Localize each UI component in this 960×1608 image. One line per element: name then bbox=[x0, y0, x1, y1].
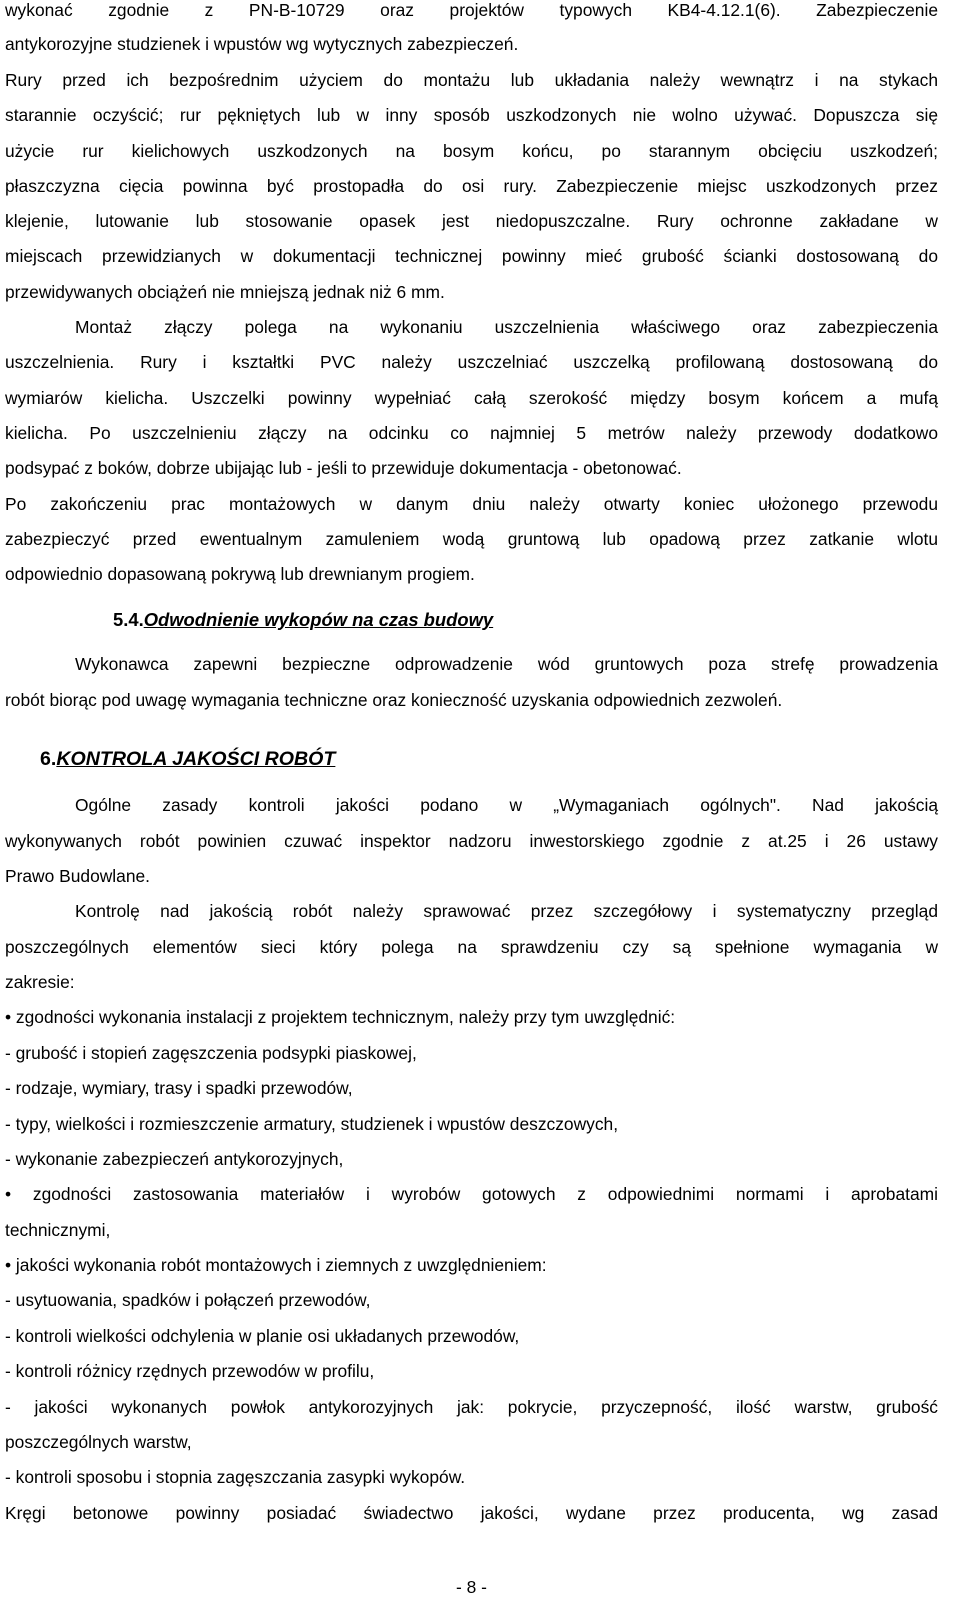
text-line: poszczególnych elementów sieci który polega na sprawdzeniu czy są spełnione wymagania w bbox=[5, 937, 938, 957]
text-line: - jakości wykonanych powłok antykorozyjnych jak: pokrycie, przyczepność, ilość warstw, grubość bbox=[5, 1397, 938, 1417]
text-line: Rury przed ich bezpośrednim użyciem do montażu lub układania należy wewnątrz i na stykach bbox=[5, 70, 938, 90]
text-line: kielicha. Po uszczelnieniu złączy na odcinku co najmniej 5 metrów należy przewody dodatkowo bbox=[5, 423, 938, 443]
text-line: użycie rur kielichowych uszkodzonych na bosym końcu, po starannym obcięciu uszkodzeń; bbox=[5, 141, 938, 161]
text-line: zakresie: bbox=[5, 972, 75, 992]
text-line: - grubość i stopień zagęszczenia podsypki piaskowej, bbox=[5, 1043, 417, 1063]
text-line: - wykonanie zabezpieczeń antykorozyjnych, bbox=[5, 1149, 344, 1169]
text-line: - kontroli różnicy rzędnych przewodów w profilu, bbox=[5, 1361, 375, 1381]
text-line: płaszczyzna cięcia powinna być prostopadła do osi rury. Zabezpieczenie miejsc uszkodzonych przez bbox=[5, 176, 938, 196]
text-line: Po zakończeniu prac montażowych w danym dniu należy otwarty koniec ułożonego przewodu bbox=[5, 494, 938, 514]
text-line: technicznymi, bbox=[5, 1220, 111, 1240]
text-line: • zgodności zastosowania materiałów i wyrobów gotowych z odpowiednimi normami i aprobatami bbox=[5, 1184, 938, 1204]
text-line: miejscach przewidzianych w dokumentacji technicznej powinny mieć grubość ścianki dostosowaną do bbox=[5, 246, 938, 266]
text-line: Montaż złączy polega na wykonaniu uszczelnienia właściwego oraz zabezpieczenia bbox=[75, 317, 938, 337]
text-line: - kontroli sposobu i stopnia zagęszczania zasypki wykopów. bbox=[5, 1467, 466, 1487]
text-line: przewidywanych obciążeń nie mniejszą jednak niż 6 mm. bbox=[5, 282, 445, 302]
text-line: - usytuowania, spadków i połączeń przewodów, bbox=[5, 1290, 371, 1310]
text-line: • jakości wykonania robót montażowych i ziemnych z uwzględnieniem: bbox=[5, 1255, 547, 1275]
text-line: Kontrolę nad jakością robót należy sprawować przez szczegółowy i systematyczny przegląd bbox=[75, 901, 938, 921]
text-line: starannie oczyścić; rur pękniętych lub w inny sposób uszkodzonych nie wolno używać. Dopuszcza się bbox=[5, 105, 938, 125]
text-line: klejenie, lutowanie lub stosowanie opasek jest niedopuszczalne. Rury ochronne zakładane w bbox=[5, 211, 938, 231]
page-number: - 8 - bbox=[456, 1577, 487, 1597]
text-line: Kręgi betonowe powinny posiadać świadectwo jakości, wydane przez producenta, wg zasad bbox=[5, 1503, 938, 1523]
text-line: - kontroli wielkości odchylenia w planie osi układanych przewodów, bbox=[5, 1326, 520, 1346]
section-title: Odwodnienie wykopów na czas budowy bbox=[143, 609, 494, 630]
text-line: antykorozyjne studzienek i wpustów wg wytycznych zabezpieczeń. bbox=[5, 34, 519, 54]
text-line: - rodzaje, wymiary, trasy i spadki przewodów, bbox=[5, 1078, 353, 1098]
text-line: robót biorąc pod uwagę wymagania techniczne oraz konieczność uzyskania odpowiednich zezwoleń. bbox=[5, 690, 783, 710]
text-line: wymiarów kielicha. Uszczelki powinny wypełniać całą szerokość między bosym końcem a mufą bbox=[5, 388, 938, 408]
section-title: KONTROLA JAKOŚCI ROBÓT bbox=[56, 748, 336, 770]
text-line: Ogólne zasady kontroli jakości podano w „Wymaganiach ogólnych". Nad jakością bbox=[75, 795, 938, 815]
text-line: • zgodności wykonania instalacji z projektem technicznym, należy przy tym uwzględnić: bbox=[5, 1007, 676, 1027]
text-line: odpowiednio dopasowaną pokrywą lub drewnianym progiem. bbox=[5, 564, 475, 584]
text-line: zabezpieczyć przed ewentualnym zamuleniem wodą gruntową lub opadową przez zatkanie wlotu bbox=[5, 529, 938, 549]
text-line: podsypać z boków, dobrze ubijając lub - jeśli to przewiduje dokumentacja - obetonować. bbox=[5, 458, 682, 478]
section-number: 5.4. bbox=[113, 609, 144, 630]
text-line: wykonywanych robót powinien czuwać inspektor nadzoru inwestorskiego zgodnie z at.25 i 26 ustawy bbox=[5, 831, 938, 851]
section-heading-5-4 bbox=[113, 610, 493, 630]
text-line: wykonać zgodnie z PN-B-10729 oraz projektów typowych KB4-4.12.1(6). Zabezpieczenie bbox=[5, 0, 938, 20]
text-line: poszczególnych warstw, bbox=[5, 1432, 192, 1452]
section-number: 6. bbox=[40, 748, 57, 770]
text-line: uszczelnienia. Rury i kształtki PVC należy uszczelniać uszczelką profilowaną dostosowaną do bbox=[5, 352, 938, 372]
section-heading-6 bbox=[40, 749, 335, 769]
text-line: Prawo Budowlane. bbox=[5, 866, 151, 886]
text-line: Wykonawca zapewni bezpieczne odprowadzenie wód gruntowych poza strefę prowadzenia bbox=[75, 654, 938, 674]
text-line: - typy, wielkości i rozmieszczenie armatury, studzienek i wpustów deszczowych, bbox=[5, 1114, 619, 1134]
